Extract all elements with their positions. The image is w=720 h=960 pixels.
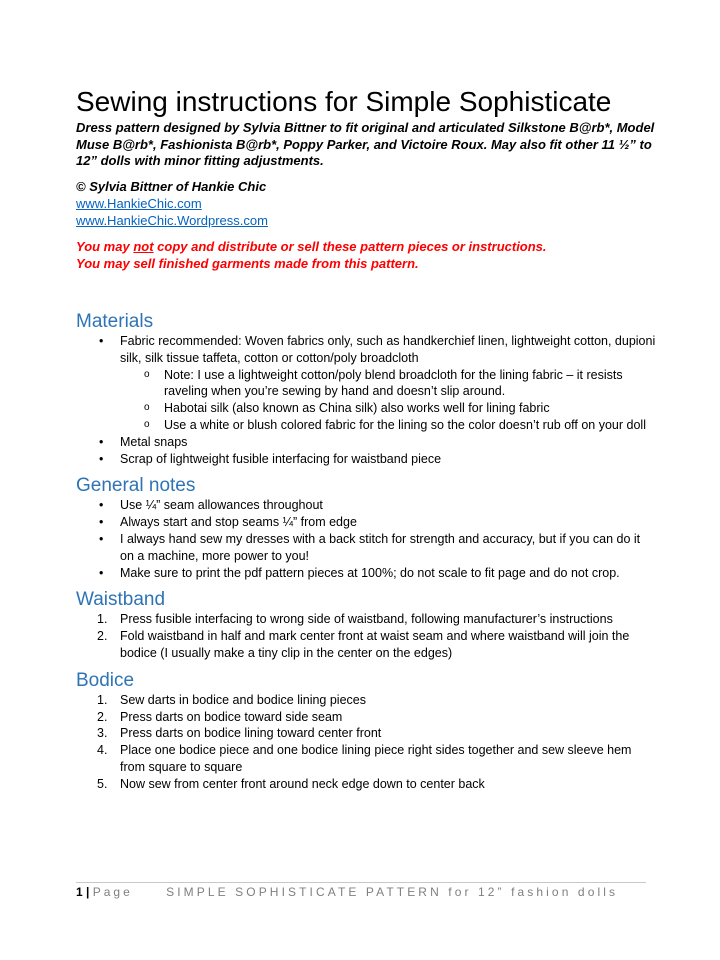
step-text: Fold waistband in half and mark center front at waist seam and where waistband will join the bodice (I usually make a tiny clip in the center on the edges) bbox=[120, 629, 630, 660]
list-item bbox=[76, 709, 656, 726]
list-item: • Make sure to print the pdf pattern pieces at 100%; do not scale to fit page and do not crop. bbox=[76, 565, 656, 582]
bodice-steps bbox=[76, 692, 656, 793]
page-label: Page bbox=[92, 885, 133, 899]
materials-sublist bbox=[120, 367, 656, 434]
page-footer bbox=[76, 885, 618, 900]
waistband-steps bbox=[76, 611, 656, 661]
list-item: o Use a white or blush colored fabric for the lining so the color doesn’t rub off on your doll bbox=[76, 417, 656, 434]
list-item: • Scrap of lightweight fusible interfacing for waistband piece bbox=[76, 451, 656, 468]
step-text: Place one bodice piece and one bodice lining piece right sides together and sew sleeve hem from square to square bbox=[120, 743, 632, 774]
bodice-heading: Bodice bbox=[76, 669, 135, 691]
footer-title: SIMPLE SOPHISTICATE PATTERN for 12” fashion dolls bbox=[166, 885, 619, 899]
materials-heading: Materials bbox=[76, 311, 154, 332]
list-item: • Metal snaps bbox=[76, 434, 656, 451]
step-text: Press darts on bodice lining toward center front bbox=[120, 726, 382, 741]
footer-divider bbox=[76, 882, 646, 883]
page-number: 1 bbox=[76, 885, 83, 899]
warning-line-2: You may sell finished garments made from this pattern. bbox=[76, 256, 419, 271]
list-item: • Always start and stop seams ¼” from edge bbox=[76, 514, 656, 531]
step-number: 2. bbox=[97, 629, 108, 644]
step-text: Press darts on bodice toward side seam bbox=[120, 709, 343, 724]
list-item: • I always hand sew my dresses with a back stitch for strength and accuracy, but if you can do it on a machine, more power to you! bbox=[76, 531, 656, 565]
step-number: 1. bbox=[97, 612, 108, 627]
materials-list bbox=[76, 333, 656, 467]
page-title: Sewing instructions for Simple Sophisticate bbox=[76, 86, 612, 117]
general-notes-list bbox=[76, 497, 656, 581]
step-number: 3. bbox=[97, 726, 108, 741]
footer-separator: | bbox=[86, 885, 90, 899]
list-item bbox=[76, 611, 656, 628]
list-item: • Use ¼” seam allowances throughout bbox=[76, 497, 656, 514]
list-item bbox=[76, 725, 656, 742]
list-item bbox=[76, 628, 656, 662]
list-item: o Habotai silk (also known as China silk) also works well for lining fabric bbox=[76, 400, 656, 417]
step-text: Now sew from center front around neck edge down to center back bbox=[120, 776, 485, 791]
list-item bbox=[76, 333, 656, 434]
step-number: 1. bbox=[97, 692, 108, 707]
copyright-notice: © Sylvia Bittner of Hankie Chic bbox=[76, 178, 267, 194]
step-number: 5. bbox=[97, 776, 108, 791]
waistband-heading: Waistband bbox=[76, 589, 166, 611]
hankiechic-wordpress-link[interactable]: www.HankieChic.Wordpress.com bbox=[76, 213, 268, 228]
step-number: 2. bbox=[97, 709, 108, 724]
materials-item-fabric: Fabric recommended: Woven fabrics only, such as handkerchief linen, lightweight cotton, dupioni silk, silk tissue taffeta, cotton or cotton/poly broadcloth bbox=[120, 334, 656, 365]
warning-text-end: copy and distribute or sell these pattern pieces or instructions. bbox=[153, 239, 547, 254]
step-text: Sew darts in bodice and bodice lining pieces bbox=[120, 692, 366, 707]
warning-not-emphasis: not bbox=[133, 239, 154, 254]
general-notes-heading: General notes bbox=[76, 475, 196, 497]
warning-text-start: You may bbox=[76, 239, 134, 254]
list-item bbox=[76, 692, 656, 709]
step-number: 4. bbox=[97, 743, 108, 758]
pattern-description: Dress pattern designed by Sylvia Bittner to fit original and articulated Silkstone B@rb*, Model Muse B@rb*, Fashionista B@rb*, Poppy Parker, and Victoire Roux. May also fit other 11 ½” to 12” dolls with minor fitting adjustments. bbox=[76, 120, 655, 168]
list-item bbox=[76, 776, 656, 793]
list-item bbox=[76, 742, 656, 776]
step-text: Press fusible interfacing to wrong side of waistband, following manufacturer’s instructions bbox=[120, 612, 613, 627]
list-item: o Note: I use a lightweight cotton/poly blend broadcloth for the lining fabric – it resists raveling when you’re sewing by hand and doesn’t slip around. bbox=[76, 367, 656, 401]
copyright-warning bbox=[76, 238, 656, 272]
page-content bbox=[76, 86, 656, 793]
hankiechic-link[interactable]: www.HankieChic.com bbox=[76, 196, 202, 211]
